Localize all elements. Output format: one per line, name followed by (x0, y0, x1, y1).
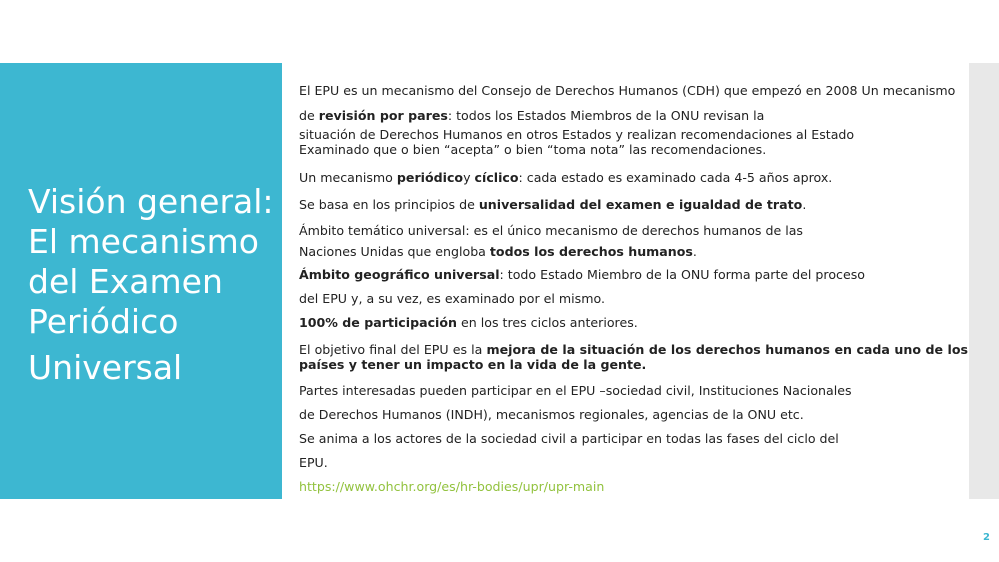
paragraph-line: del EPU y, a su vez, es examinado por el mismo. (299, 291, 605, 306)
paragraph-line: EPU. (299, 455, 328, 470)
bold-text: universalidad del examen e igualdad de trato (478, 197, 803, 212)
paragraph-line: 100% de participación en los tres ciclos anteriores. (299, 315, 638, 330)
title-line: Universal (28, 348, 183, 387)
paragraph-line: Examinado que o bien “acepta” o bien “toma nota” las recomendaciones. (299, 142, 767, 157)
paragraph-line: El EPU es un mecanismo del Consejo de Derechos Humanos (CDH) que empezó en 2008 Un mecanismo (299, 83, 956, 98)
paragraph-line: El objetivo final del EPU es la mejora de la situación de los derechos humanos en cada uno de los (299, 342, 969, 357)
paragraph-line: Se anima a los actores de la sociedad civil a participar en todas las fases del ciclo del (299, 431, 839, 446)
paragraph-line: de revisión por pares: todos los Estados Miembros de la ONU revisan la (299, 108, 765, 123)
paragraph-line (299, 357, 646, 372)
paragraph-line: Se basa en los principios de universalidad del examen e igualdad de trato. (299, 197, 807, 212)
bold-text: cíclico (474, 170, 519, 185)
scrollbar[interactable] (969, 63, 999, 499)
paragraph-line: situación de Derechos Humanos en otros Estados y realizan recomendaciones al Estado (299, 127, 855, 142)
title-line: del Examen (28, 262, 223, 301)
paragraph-line: de Derechos Humanos (INDH), mecanismos regionales, agencias de la ONU etc. (299, 407, 804, 422)
bold-text: revisión por pares (318, 108, 448, 123)
slide-title (28, 182, 278, 388)
paragraph-line: Ámbito geográfico universal: todo Estado Miembro de la ONU forma parte del proceso (299, 267, 865, 282)
ohchr-link[interactable]: https://www.ohchr.org/es/hr-bodies/upr/upr-main (299, 479, 605, 494)
bold-text: países y tener un impacto en la vida de la gente. (299, 357, 647, 372)
paragraph-line: Partes interesadas pueden participar en el EPU –sociedad civil, Instituciones Nacionales (299, 383, 852, 398)
paragraph-line: Naciones Unidas que engloba todos los derechos humanos. (299, 244, 697, 259)
page-number: 2 (983, 532, 990, 543)
title-line: Periódico (28, 302, 179, 341)
bold-text: todos los derechos humanos (489, 244, 693, 259)
bold-text: periódico (396, 170, 464, 185)
title-line: El mecanismo (28, 222, 259, 261)
paragraph-line: Un mecanismo periódicoy cíclico: cada estado es examinado cada 4-5 años aprox. (299, 170, 833, 185)
bold-text: mejora de la situación de los derechos humanos en cada uno de los (486, 342, 969, 357)
bold-text: Ámbito geográfico universal (299, 267, 500, 282)
title-line: Visión general: (28, 182, 274, 221)
bold-text: 100% de participación (299, 315, 457, 330)
paragraph-line: Ámbito temático universal: es el único mecanismo de derechos humanos de las (299, 223, 803, 238)
